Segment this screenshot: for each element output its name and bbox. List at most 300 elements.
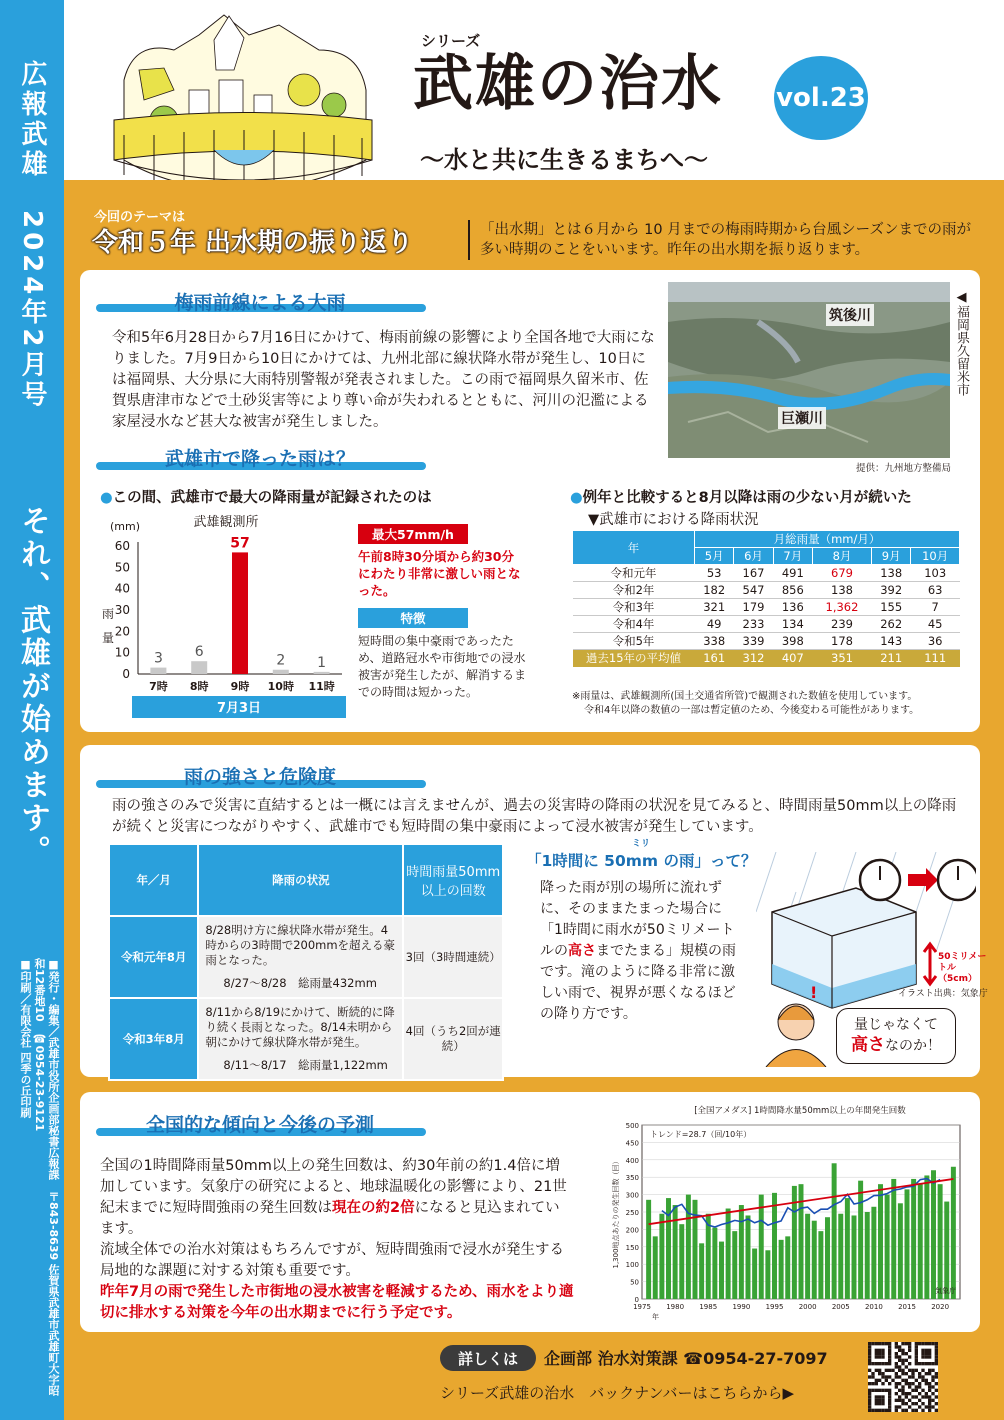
- qr-module: [905, 1379, 908, 1382]
- qr-module: [908, 1385, 911, 1388]
- qr-module: [871, 1409, 874, 1412]
- qr-module: [888, 1405, 891, 1408]
- y-tick-label: 350: [625, 1174, 639, 1183]
- x-tick-label: 8時: [189, 680, 209, 693]
- table-cell-value: 398: [773, 633, 812, 650]
- bar: [931, 1170, 936, 1299]
- qr-module: [895, 1365, 898, 1368]
- main-title: 武雄の治水: [413, 49, 723, 119]
- qr-module: [925, 1395, 928, 1398]
- qr-module: [928, 1399, 931, 1402]
- bar: [739, 1205, 744, 1299]
- danger-head-count: 時間雨量50mm 以上の回数: [403, 844, 503, 916]
- qr-module: [895, 1362, 898, 1365]
- qr-module: [908, 1362, 911, 1365]
- qr-module: [935, 1395, 938, 1398]
- qr-module: [901, 1385, 904, 1388]
- qr-module: [921, 1369, 924, 1372]
- table-cell-value: 136: [773, 599, 812, 616]
- qr-module: [928, 1409, 931, 1412]
- question-ruby: ミリ: [632, 839, 651, 849]
- qr-module: [878, 1409, 881, 1412]
- bar: [746, 1215, 751, 1299]
- qr-module: [875, 1352, 878, 1355]
- danger-desc-text: 8/28明け方に線状降水帯が発生。4時からの3時間で200mmを超える豪雨となった。: [205, 923, 396, 967]
- qr-module: [915, 1389, 918, 1392]
- qr-module: [928, 1372, 931, 1375]
- bar: [871, 1207, 876, 1299]
- photo-label-kose: 巨瀬川: [778, 407, 826, 429]
- qr-module: [925, 1405, 928, 1408]
- qr-module: [871, 1362, 874, 1365]
- y-tick-label: 20: [114, 624, 130, 639]
- qr-module: [928, 1405, 931, 1408]
- bar: [852, 1215, 857, 1299]
- qr-module: [911, 1402, 914, 1405]
- contact-label: 詳しくは: [440, 1345, 536, 1371]
- x-tick-label: 11時: [308, 680, 335, 693]
- qr-module: [868, 1402, 871, 1405]
- qr-module: [881, 1399, 884, 1402]
- y-tick-label: 300: [625, 1191, 639, 1200]
- bar: [779, 1240, 784, 1299]
- bar: [944, 1202, 949, 1299]
- rain-table-note: [572, 690, 962, 718]
- qr-module: [868, 1375, 871, 1378]
- publisher-info: [4, 958, 60, 1398]
- table-cell-year: 令和4年: [573, 616, 695, 633]
- question-title-text: 「1時間に 50mm の雨」って？: [526, 852, 757, 870]
- x-tick-label: 10時: [267, 680, 294, 693]
- table-cell-value: 167: [734, 565, 773, 582]
- qr-module: [915, 1352, 918, 1355]
- qr-module: [901, 1402, 904, 1405]
- bar: [918, 1184, 923, 1299]
- table-cell-value: 491: [773, 565, 812, 582]
- qr-module: [925, 1352, 928, 1355]
- feature-desc: 短時間の集中豪雨であったため、道路冠水や市街地での浸水被害が発生したが、解消するまでの時間は短かった。: [358, 634, 527, 699]
- qr-module: [895, 1345, 898, 1348]
- qr-module: [915, 1345, 918, 1348]
- bar: [832, 1163, 837, 1299]
- y-tick-label: 40: [114, 581, 130, 596]
- qr-module: [901, 1389, 904, 1392]
- qr-module: [905, 1372, 908, 1375]
- bar-value-label: 57: [230, 535, 250, 552]
- qr-module: [935, 1355, 938, 1358]
- bar: [759, 1195, 764, 1299]
- qr-module: [875, 1349, 878, 1352]
- bar: [232, 552, 248, 674]
- table-cell-value: 233: [734, 616, 773, 633]
- y-tick-label: 100: [625, 1261, 639, 1270]
- qr-module: [898, 1359, 901, 1362]
- qr-module: [868, 1399, 871, 1402]
- table-cell-value: 351: [812, 650, 871, 667]
- danger-cell-year: 令和3年8月: [109, 998, 198, 1080]
- bar: [699, 1243, 704, 1299]
- qr-module: [875, 1362, 878, 1365]
- x-tick-label: 2005: [831, 1303, 850, 1311]
- qr-module: [908, 1355, 911, 1358]
- qr-module: [905, 1352, 908, 1355]
- qr-module: [868, 1389, 871, 1392]
- qr-module: [888, 1355, 891, 1358]
- qr-module: [901, 1392, 904, 1395]
- note-line-2: 令和4年以降の数値の一部は暫定値のため、今後変わる可能性があります。: [584, 705, 920, 716]
- qr-module: [931, 1379, 934, 1382]
- qr-module: [908, 1392, 911, 1395]
- bar: [150, 668, 166, 674]
- backnumber-link-text[interactable]: シリーズ武雄の治水 バックナンバーはこちらから▶: [440, 1384, 794, 1402]
- qr-module: [928, 1355, 931, 1358]
- qr-module: [935, 1342, 938, 1345]
- bar: [732, 1231, 737, 1299]
- qr-module: [901, 1362, 904, 1365]
- publisher-text: ■発行・編集／武雄市役所企画部秘書広報課 〒843-8639 佐賀県武雄市武雄町大字昭和12番地10 ☎0954-23-9121: [33, 958, 60, 1396]
- table-cell-year: 令和5年: [573, 633, 695, 650]
- speech-bubble: [836, 1008, 956, 1064]
- qr-module: [918, 1362, 921, 1365]
- bar: [898, 1203, 903, 1299]
- qr-module: [888, 1352, 891, 1355]
- qr-module: [925, 1379, 928, 1382]
- qr-module: [911, 1382, 914, 1385]
- y-tick-label: 0: [634, 1296, 639, 1304]
- bar: [858, 1181, 863, 1299]
- qr-module: [881, 1382, 884, 1385]
- qr-module: [885, 1369, 888, 1372]
- qr-module: [921, 1409, 924, 1412]
- disaster-rain-table: [108, 843, 504, 1081]
- photo-location: ◀福岡県久留米市: [954, 290, 969, 396]
- qr-module: [935, 1402, 938, 1405]
- table-cell-value: 155: [872, 599, 911, 616]
- table-cell-value: 134: [773, 616, 812, 633]
- y-tick-label: 10: [114, 645, 130, 660]
- table-cell-value: 239: [812, 616, 871, 633]
- qr-module: [878, 1355, 881, 1358]
- qr-module: [905, 1365, 908, 1368]
- qr-module: [921, 1349, 924, 1352]
- max-rain-desc: 午前8時30分頃から約30分にわたり非常に激しい雨となった。: [358, 549, 521, 598]
- qr-module: [888, 1345, 891, 1348]
- qr-module: [871, 1342, 874, 1345]
- danger-cell-desc: [198, 998, 403, 1080]
- national-trend-chart: [610, 1103, 970, 1323]
- y-axis-label: 量: [102, 631, 115, 645]
- x-tick-label: 1980: [666, 1303, 685, 1311]
- theme-label: 今回のテーマは: [94, 210, 186, 225]
- table-cell-year: 過去15年の平均値: [573, 650, 695, 667]
- qr-module: [908, 1405, 911, 1408]
- qr-module: [891, 1369, 894, 1372]
- qr-module: [935, 1349, 938, 1352]
- qr-module: [881, 1402, 884, 1405]
- table-cell-value: 111: [911, 650, 960, 667]
- qr-module: [898, 1369, 901, 1372]
- qr-module: [935, 1389, 938, 1392]
- qr-code-icon[interactable]: [868, 1342, 938, 1412]
- table-cell-value: 312: [734, 650, 773, 667]
- max-rain-tag: 最大57mm/h: [358, 524, 468, 544]
- qr-module: [901, 1342, 904, 1345]
- baiu-text: 令和5年6月28日から7月16日にかけて、梅雨前線の影響により全国各地で大雨になりました。7月9日から10日にかけては、九州北部に線状降水帯が発生し、10日には福岡県、大分県に大雨特別警報が発表されました。この雨で福岡県久留米市、佐賀県唐津市などで土砂災害等により尊い命が失われるとともに、河川の氾濫による家屋浸水など甚大な被害が発生しました。: [112, 330, 655, 430]
- qr-module: [888, 1342, 891, 1345]
- qr-module: [908, 1399, 911, 1402]
- qr-module: [928, 1385, 931, 1388]
- bar: [911, 1179, 916, 1299]
- qr-module: [885, 1375, 888, 1378]
- qr-module: [915, 1362, 918, 1365]
- qr-module: [878, 1402, 881, 1405]
- qr-module: [931, 1362, 934, 1365]
- bubble-highlight: 高さ: [851, 1035, 885, 1055]
- qr-module: [911, 1372, 914, 1375]
- bar: [314, 672, 330, 674]
- qr-module: [921, 1379, 924, 1382]
- qr-module: [918, 1375, 921, 1378]
- bar: [891, 1179, 896, 1299]
- bar: [659, 1214, 664, 1299]
- qr-module: [905, 1402, 908, 1405]
- qr-module: [868, 1352, 871, 1355]
- table-cell-value: 178: [812, 633, 871, 650]
- qr-module: [868, 1359, 871, 1362]
- table-cell-value: 1,362: [812, 599, 871, 616]
- table-cell-value: 321: [695, 599, 734, 616]
- qr-module: [878, 1399, 881, 1402]
- section-heading-takeo-rain: 武雄市で降った雨は？: [110, 444, 410, 470]
- bar: [938, 1184, 943, 1299]
- bar: [273, 670, 289, 674]
- qr-module: [868, 1342, 871, 1345]
- qr-module: [921, 1375, 924, 1378]
- section-heading-baiu: 梅雨前線による大雨: [110, 288, 410, 314]
- table-header-month: 10月: [911, 548, 960, 565]
- qr-module: [875, 1399, 878, 1402]
- note-line-1: ※雨量は、武雄観測所(国土交通省所管)で観測された数値を使用しています。: [572, 691, 918, 702]
- table-header-month: 7月: [773, 548, 812, 565]
- qr-module: [918, 1392, 921, 1395]
- qr-module: [868, 1409, 871, 1412]
- qr-module: [898, 1389, 901, 1392]
- qr-module: [928, 1382, 931, 1385]
- qr-module: [895, 1372, 898, 1375]
- qr-module: [905, 1392, 908, 1395]
- qr-module: [905, 1409, 908, 1412]
- qr-module: [875, 1355, 878, 1358]
- table-cell-value: 161: [695, 650, 734, 667]
- qr-module: [875, 1382, 878, 1385]
- qr-module: [888, 1382, 891, 1385]
- x-tick-label: 1985: [699, 1303, 718, 1311]
- qr-module: [928, 1389, 931, 1392]
- chart-title: [全国アメダス] 1時間降水量50mm以上の年間発生回数: [694, 1106, 906, 1116]
- qr-module: [895, 1399, 898, 1402]
- qr-module: [895, 1409, 898, 1412]
- y-tick-label: 200: [625, 1226, 639, 1235]
- x-tick-label: 2020: [931, 1303, 950, 1311]
- bullet-right: ●例年と比較すると8月以降は雨の少ない月が続いた: [570, 490, 912, 506]
- qr-module: [871, 1382, 874, 1385]
- qr-module: [868, 1345, 871, 1348]
- contact-info[interactable]: 企画部 治水対策課 ☎0954-27-7097: [544, 1349, 828, 1368]
- table-row: [109, 916, 503, 998]
- table-header-month: 6月: [734, 548, 773, 565]
- table-cell-value: 143: [872, 633, 911, 650]
- table-cell-value: 45: [911, 616, 960, 633]
- table-cell-value: 182: [695, 582, 734, 599]
- table-cell-value: 338: [695, 633, 734, 650]
- qr-module: [871, 1389, 874, 1392]
- x-tick-label: 9時: [230, 680, 250, 693]
- publication-title: 広報武雄 2024年2月号: [17, 60, 47, 411]
- qr-module: [895, 1375, 898, 1378]
- qr-module: [911, 1375, 914, 1378]
- qr-module: [908, 1345, 911, 1348]
- danger-cell-year: 令和元年8月: [109, 916, 198, 998]
- table-cell-value: 211: [872, 650, 911, 667]
- qr-module: [911, 1369, 914, 1372]
- qr-module: [925, 1342, 928, 1345]
- table-cell-value: 63: [911, 582, 960, 599]
- qr-module: [868, 1355, 871, 1358]
- qr-module: [888, 1395, 891, 1398]
- qr-module: [901, 1399, 904, 1402]
- qr-module: [868, 1382, 871, 1385]
- table-cell-value: 36: [911, 633, 960, 650]
- table-cell-value: 53: [695, 565, 734, 582]
- qr-module: [915, 1342, 918, 1345]
- qr-module: [911, 1409, 914, 1412]
- qr-module: [915, 1355, 918, 1358]
- bar: [838, 1214, 843, 1299]
- qr-module: [881, 1389, 884, 1392]
- qr-module: [931, 1392, 934, 1395]
- qr-module: [895, 1385, 898, 1388]
- table-cell-value: 7: [911, 599, 960, 616]
- qr-module: [878, 1352, 881, 1355]
- qr-module: [928, 1349, 931, 1352]
- y-tick-label: 0: [122, 667, 130, 681]
- bar: [812, 1221, 817, 1299]
- table-cell-year: 令和元年: [573, 565, 695, 582]
- x-tick-label: 2000: [798, 1303, 817, 1311]
- qr-module: [868, 1405, 871, 1408]
- intensity-text: 雨の強さのみで災害に直結するとは一概には言えませんが、過去の災害時の降雨の状況を見てみると、時間雨量50mm以上の降雨が続くと災害につながりやすく、武雄市でも短時間の集中豪雨によって浸水被害が発生しています。: [112, 798, 957, 835]
- svg-text:!: !: [810, 983, 818, 1002]
- bar: [191, 661, 207, 674]
- qr-module: [905, 1395, 908, 1398]
- table-row: [109, 998, 503, 1080]
- qr-module: [935, 1359, 938, 1362]
- y-tick-label: 500: [625, 1122, 639, 1130]
- y-axis-label: 雨: [102, 607, 115, 621]
- subtitle: 〜水と共に生きるまちへ〜: [420, 146, 708, 174]
- qr-module: [931, 1405, 934, 1408]
- bar: [679, 1224, 684, 1299]
- qr-module: [898, 1395, 901, 1398]
- section-heading-intensity: 雨の強さと危険度: [110, 762, 410, 788]
- danger-cell-desc: [198, 916, 403, 998]
- qr-module: [935, 1352, 938, 1355]
- qr-module: [881, 1375, 884, 1378]
- theme-title: 令和５年 出水期の振り返り: [92, 228, 414, 258]
- qr-module: [895, 1382, 898, 1385]
- flood-photo-image: [668, 282, 950, 458]
- question-title: [526, 839, 757, 871]
- qr-module: [915, 1395, 918, 1398]
- qr-module: [921, 1362, 924, 1365]
- qr-module: [915, 1385, 918, 1388]
- qr-module: [878, 1362, 881, 1365]
- qr-module: [895, 1355, 898, 1358]
- qr-module: [918, 1342, 921, 1345]
- qr-module: [878, 1372, 881, 1375]
- qr-module: [888, 1359, 891, 1362]
- bar: [712, 1228, 717, 1299]
- qr-module: [878, 1379, 881, 1382]
- qr-module: [925, 1392, 928, 1395]
- qr-module: [868, 1369, 871, 1372]
- town-illustration: [104, 10, 380, 198]
- qr-module: [935, 1375, 938, 1378]
- qr-module: [875, 1402, 878, 1405]
- qr-module: [871, 1372, 874, 1375]
- table-cell-value: 262: [872, 616, 911, 633]
- qr-module: [935, 1409, 938, 1412]
- photo-label-chikugo: 筑後川: [826, 304, 874, 326]
- qr-module: [928, 1395, 931, 1398]
- qr-module: [911, 1389, 914, 1392]
- qr-module: [881, 1372, 884, 1375]
- qr-module: [888, 1392, 891, 1395]
- qr-module: [888, 1409, 891, 1412]
- y-tick-label: 250: [625, 1209, 639, 1217]
- bar: [765, 1250, 770, 1299]
- qr-module: [901, 1379, 904, 1382]
- danger-head-status: 降雨の状況: [198, 844, 403, 916]
- city-slogan: それ、武雄が始めます。: [15, 505, 50, 868]
- qr-module: [901, 1359, 904, 1362]
- qr-module: [875, 1342, 878, 1345]
- bullet-left: ●この間、武雄市で最大の降雨量が記録されたのは: [100, 490, 432, 506]
- source-label: 気象庁: [935, 1287, 956, 1295]
- table-header-year: 年: [573, 531, 695, 565]
- x-tick-label: 2015: [898, 1303, 916, 1311]
- qr-module: [888, 1375, 891, 1378]
- qr-module: [888, 1369, 891, 1372]
- bar: [845, 1198, 850, 1299]
- qr-module: [901, 1372, 904, 1375]
- bar: [905, 1189, 910, 1299]
- qr-module: [915, 1402, 918, 1405]
- qr-module: [881, 1352, 884, 1355]
- qr-module: [901, 1352, 904, 1355]
- qr-module: [868, 1362, 871, 1365]
- qr-module: [878, 1349, 881, 1352]
- x-tick-label: 1995: [765, 1303, 784, 1311]
- qr-module: [895, 1352, 898, 1355]
- y-tick-label: 50: [114, 560, 130, 575]
- qr-module: [885, 1409, 888, 1412]
- bar-value-label: 2: [276, 652, 286, 669]
- bar: [646, 1200, 651, 1299]
- illustration-credit: イラスト出典：気象庁: [898, 989, 988, 999]
- table-row: [573, 582, 960, 599]
- qr-module: [918, 1405, 921, 1408]
